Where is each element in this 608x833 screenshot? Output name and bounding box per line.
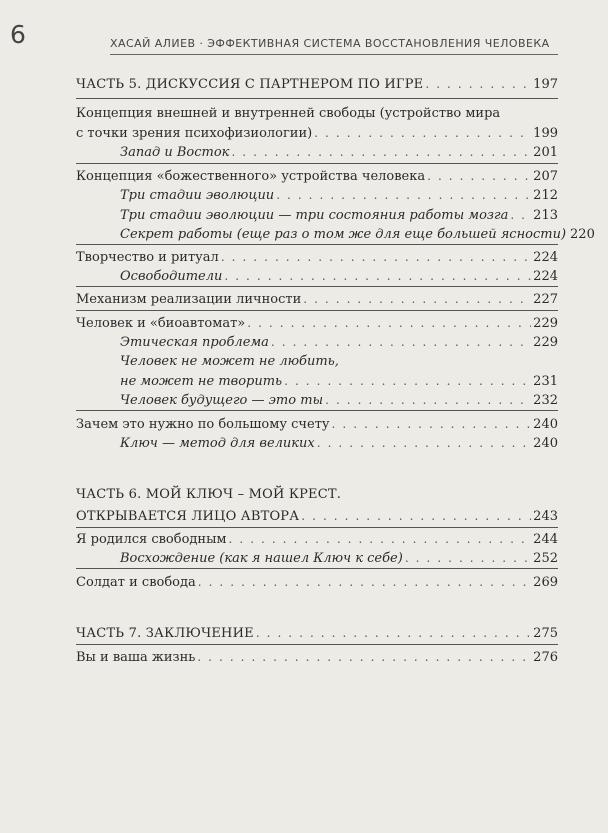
toc-entry-page: 229 [533,316,558,331]
toc-leader-dots [224,270,531,282]
section-divider [76,310,558,311]
toc-subentry [120,552,558,565]
toc-entry-title: Запад и Восток [120,145,230,160]
section-divider [76,568,558,569]
toc-subentry [120,189,558,202]
section-divider [76,644,558,645]
toc-leader-dots [301,510,531,522]
toc-subentry [120,336,558,349]
toc-entry-page: 224 [533,269,558,284]
toc-entry-title: Ключ — метод для великих [120,436,315,451]
toc-entry-title: Солдат и свобода [76,575,196,590]
toc-entry-title: Концепция внешней и внутренней свободы (устройство мира [76,106,501,121]
toc-entry-title: Механизм реализации личности [76,292,302,307]
toc-subentry [120,227,595,242]
toc-entry [76,127,558,140]
toc-entry-part-7 [76,627,558,640]
toc-subentry [120,437,558,450]
toc-entry-title: Освободители [120,269,223,284]
toc-entry-title: Человек будущего — это ты [120,393,324,408]
section-divider [76,527,558,528]
toc-leader-dots [427,170,531,182]
toc-subentry [120,209,558,222]
toc-entry-title: не может не творить [120,374,283,389]
toc-entry-page: 227 [533,292,558,307]
toc-leader-dots [231,146,531,158]
toc-entry-page: 199 [533,126,558,141]
toc-leader-dots [425,78,531,90]
toc-entry-page: 213 [533,208,558,223]
toc-leader-dots [256,627,531,639]
toc-entry-page: 240 [533,436,558,451]
toc-leader-dots [303,293,531,305]
toc-entry-title: Человек не может не любить, [120,354,339,369]
toc-entry-title: с точки зрения психофизиологии) [76,126,313,141]
toc-leader-dots [332,418,532,430]
toc-leader-dots [317,437,531,449]
toc-leader-dots [229,533,532,545]
toc-leader-dots [325,394,531,406]
page-number: 6 [10,20,26,49]
section-divider [76,286,558,287]
toc-subentry [120,270,558,283]
toc-leader-dots [198,576,531,588]
toc-entry-title: Вы и ваша жизнь [76,650,196,665]
toc-entry-page: 269 [533,575,558,590]
toc-entry-title: Восхождение (как я нашел Ключ к себе) [120,551,403,566]
toc-entry-page: 220 [570,227,595,242]
toc-entry-page: 232 [533,393,558,408]
toc-entry [76,533,558,546]
toc-leader-dots [247,317,531,329]
running-header: ХАСАЙ АЛИЕВ · ЭФФЕКТИВНАЯ СИСТЕМА ВОССТАНОВЛЕНИЯ ЧЕЛОВЕКА [110,37,550,50]
toc-entry-page: 212 [533,188,558,203]
toc-entry-page: 197 [533,77,558,92]
toc-leader-dots [197,651,531,663]
toc-entry-title: Три стадии эволюции — три состояния работы мозга [120,208,509,223]
toc-entry-page: 224 [533,250,558,265]
toc-entry [76,317,558,330]
toc-entry-part-6-cont [76,510,558,523]
header-rule [110,54,558,55]
toc-entry-page: 243 [533,509,558,524]
toc-leader-dots [271,336,531,348]
toc-leader-dots [510,209,531,221]
toc-entry-title: Секрет работы (еще раз о том же для еще большей ясности) [120,227,567,242]
toc-subentry [120,146,558,159]
toc-subentry [120,355,558,368]
toc-entry [76,651,558,664]
section-divider [76,410,558,411]
toc-subentry [120,394,558,407]
toc-entry-part-5 [76,78,558,91]
toc-entry-title: ЧАСТЬ 6. МОЙ КЛЮЧ – МОЙ КРЕСТ. [76,487,342,502]
toc-entry [76,293,558,306]
toc-entry-title: ЧАСТЬ 7. ЗАКЛЮЧЕНИЕ [76,626,254,641]
section-divider [76,98,558,99]
toc-leader-dots [314,127,531,139]
toc-entry-title: Этическая проблема [120,335,269,350]
toc-entry-title: Я родился свободным [76,532,227,547]
toc-entry-page: 240 [533,417,558,432]
toc-subentry [120,375,558,388]
toc-entry [76,107,558,120]
toc-leader-dots [276,189,531,201]
toc-entry [76,251,558,264]
toc-entry-title: Три стадии эволюции [120,188,275,203]
toc-entry-page: 244 [533,532,558,547]
toc-entry-page: 207 [533,169,558,184]
toc-entry-page: 201 [533,145,558,160]
section-divider [76,244,558,245]
toc-entry [76,576,558,589]
toc-entry-page: 231 [533,374,558,389]
toc-entry [76,418,558,431]
toc-entry-page: 275 [533,626,558,641]
toc-entry-title: Человек и «биоавтомат» [76,316,246,331]
toc-entry-page: 276 [533,650,558,665]
toc-entry-page: 229 [533,335,558,350]
toc-leader-dots [284,375,531,387]
section-divider [76,163,558,164]
toc-entry-title: Творчество и ритуал [76,250,219,265]
toc-leader-dots [405,552,531,564]
toc-entry [76,170,558,183]
toc-entry-title: ОТКРЫВАЕТСЯ ЛИЦО АВТОРА [76,509,300,524]
toc-entry-part-6 [76,488,558,501]
toc-entry-title: ЧАСТЬ 5. ДИСКУССИЯ С ПАРТНЕРОМ ПО ИГРЕ [76,77,424,92]
toc-entry-title: Концепция «божественного» устройства человека [76,169,426,184]
toc-entry-page: 252 [533,551,558,566]
toc-leader-dots [221,251,531,263]
toc-entry-title: Зачем это нужно по большому счету [76,417,330,432]
